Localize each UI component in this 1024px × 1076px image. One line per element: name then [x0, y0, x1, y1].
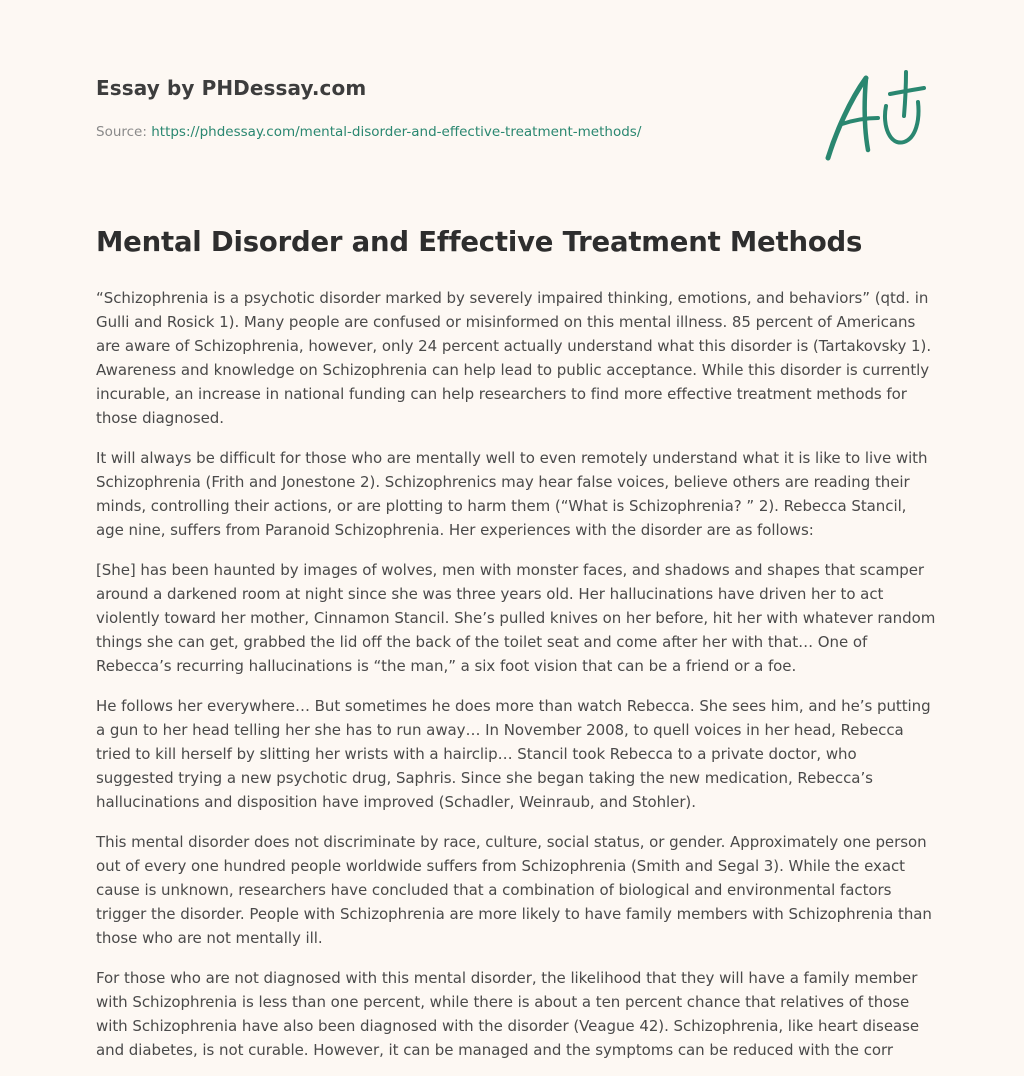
- essay-paragraph: [She] has been haunted by images of wolves, men with monster faces, and shadows and shapes that scamper around a darkened room at night since she was three years old. Her hallucinations have driven her to act violently toward her mother, Cinnamon Stancil. She’s pulled knives on her before, hit her with whatever random things she can get, grabbed the lid off the back of the toilet seat and come after her with that… One of Rebecca’s recurring hallucinations is “the man,” a six foot vision that can be a friend or a foe.: [96, 561, 936, 675]
- a-plus-logo: [820, 66, 932, 166]
- source-link[interactable]: https://phdessay.com/mental-disorder-and-effective-treatment-methods/: [151, 124, 642, 140]
- essay-paragraph: For those who are not diagnosed with this mental disorder, the likelihood that they will have a family member with Schizophrenia is less than one percent, while there is about a ten percent chance that relatives of those with Schizophrenia have also been diagnosed with the disorder (Veague 42). Schizophrenia, like heart disease and diabetes, is not curable. However, it can be managed and the symptoms can be reduced with the corr: [96, 969, 920, 1059]
- essay-paragraph: “Schizophrenia is a psychotic disorder marked by severely impaired thinking, emotions, and behaviors” (qtd. in Gulli and Rosick 1). Many people are confused or misinformed on this mental illness. 85 percent of Americans are aware of Schizophrenia, however, only 24 percent actually understand what this disorder is (Tartakovsky 1). Awareness and knowledge on Schizophrenia can help lead to public acceptance. While this disorder is currently incurable, an increase in national funding can help researchers to find more effective treatment methods for those diagnosed.: [96, 289, 932, 427]
- essay-body: [96, 286, 936, 1076]
- site-title: Essay by PHDessay.com: [96, 76, 367, 100]
- essay-paragraph: He follows her everywhere… But sometimes he does more than watch Rebecca. She sees him, and he’s putting a gun to her head telling her she has to run away… In November 2008, to quell voices in her head, Rebecca tried to kill herself by slitting her wrists with a hairclip… Stancil took Rebecca to a private doctor, who suggested trying a new psychotic drug, Saphris. Since she began taking the new medication, Rebecca’s hallucinations and disposition have improved (Schadler, Weinraub, and Stohler).: [96, 697, 931, 811]
- essay-paragraph: This mental disorder does not discriminate by race, culture, social status, or gender. Approximately one person out of every one hundred people worldwide suffers from Schizophrenia (Smith and Segal 3). While the exact cause is unknown, researchers have concluded that a combination of biological and environmental factors trigger the disorder. People with Schizophrenia are more likely to have family members with Schizophrenia than those who are not mentally ill.: [96, 833, 932, 947]
- essay-paragraph: It will always be difficult for those who are mentally well to even remotely understand what it is like to live with Schizophrenia (Frith and Jonestone 2). Schizophrenics may hear false voices, believe others are reading their minds, controlling their actions, or are plotting to harm them (“What is Schizophrenia? ” 2). Rebecca Stancil, age nine, suffers from Paranoid Schizophrenia. Her experiences with the disorder are as follows:: [96, 449, 928, 539]
- source-label: Source:: [96, 124, 152, 140]
- source-line: [96, 124, 641, 140]
- essay-title: Mental Disorder and Effective Treatment Methods: [96, 226, 863, 258]
- a-plus-logo-icon: [820, 66, 932, 166]
